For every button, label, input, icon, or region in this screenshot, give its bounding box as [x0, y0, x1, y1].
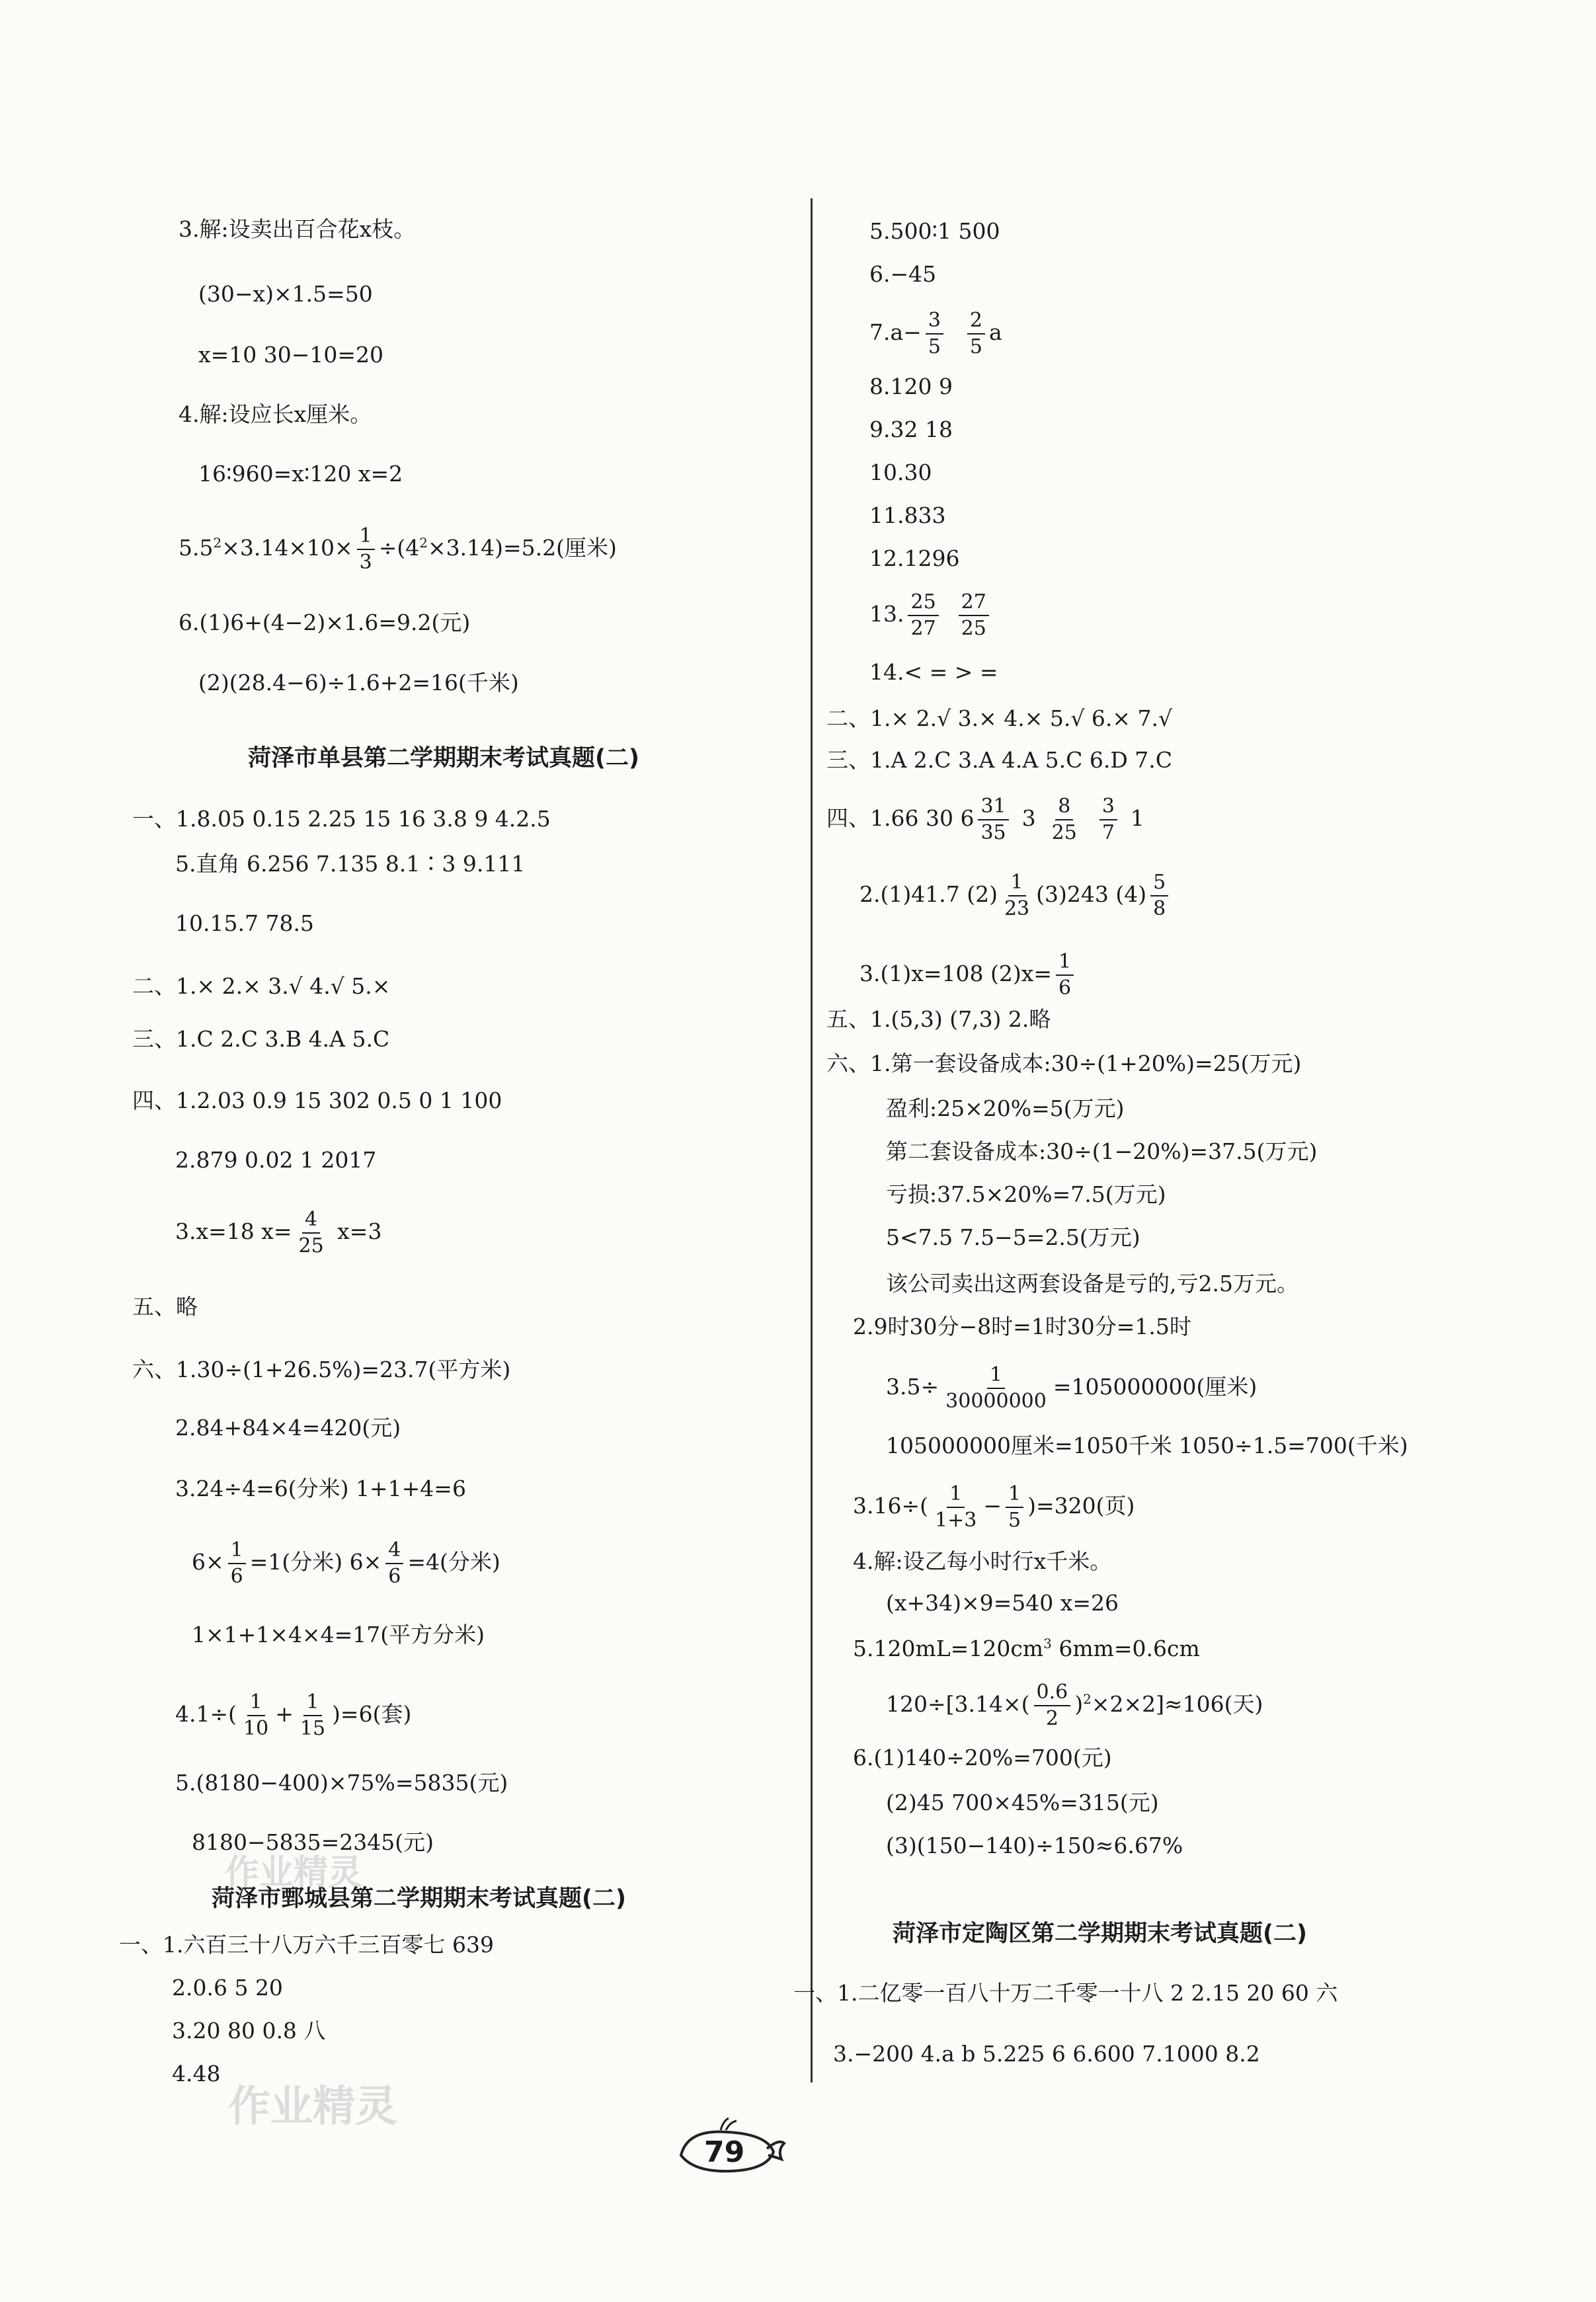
answer-line: 13. $\frac{25}{27}$ $\frac{27}{25}$ [869, 592, 993, 639]
answer-line: 5.500∶1 500 [869, 218, 1000, 244]
answer-line: 2.(1)41.7 (2) $\frac{1}{23}$ (3)243 (4) $\frac{5}{8}$ [859, 873, 1172, 919]
answer-line: 4.解:设应长x厘米。 [179, 401, 372, 427]
answer-line: 9.32 18 [869, 417, 953, 442]
page-number: 79 [704, 2135, 745, 2169]
answer-line: 120÷[3.14×( $\frac{0.6}{2}$ )$^2$×2×2]≈106(天) [886, 1681, 1263, 1730]
answer-line: 3.20 80 0.8 八 [172, 2018, 326, 2044]
column-divider [811, 198, 813, 2083]
answer-line: 3.16÷( $\frac{1}{1+3}$ − $\frac{1}{5}$ )=320(页) [853, 1482, 1135, 1532]
answer-line: 5.(8180−400)×75%=5835(元) [175, 1770, 508, 1796]
answer-line: 12.1296 [869, 545, 960, 571]
answer-line: 三、1.C 2.C 3.B 4.A 5.C [132, 1026, 390, 1052]
answer-line: 六、1.第一套设备成本:30÷(1+20%)=25(万元) [826, 1051, 1302, 1076]
answer-line: 一、1.六百三十八万六千三百零七 639 [119, 1932, 494, 1958]
watermark: 作业精灵 [225, 1853, 363, 1893]
answer-line: 1×1+1×4×4=17(平方分米) [192, 1622, 485, 1647]
answer-line: 16∶960=x∶120 x=2 [198, 461, 403, 487]
answer-line: 第二套设备成本:30÷(1−20%)=37.5(万元) [886, 1138, 1318, 1164]
fraction: $\frac{1}{6}$ [228, 1540, 246, 1587]
answer-line: 3.−200 4.a b 5.225 6 6.600 7.1000 8.2 [833, 2041, 1260, 2067]
answer-line: 105000000厘米=1050千米 1050÷1.5=700(千米) [886, 1433, 1408, 1458]
answer-line: 14.< = > = [869, 659, 998, 685]
fraction: $\frac{5}{8}$ [1150, 873, 1168, 919]
answer-line: 五、1.(5,3) (7,3) 2.略 [826, 1006, 1051, 1032]
answer-line: 3.(1)x=108 (2)x= $\frac{1}{6}$ [859, 952, 1078, 998]
fraction: $\frac{0.6}{2}$ [1034, 1683, 1071, 1729]
answer-line: 盈利:25×20%=5(万元) [886, 1095, 1125, 1121]
answer-line: 8180−5835=2345(元) [192, 1829, 434, 1855]
answer-line: 8.120 9 [869, 374, 953, 399]
answer-line: (3)(150−140)÷150≈6.67% [886, 1833, 1183, 1858]
fraction: $\frac{25}{27}$ [908, 592, 938, 639]
answer-line: 3.24÷4=6(分米) 1+1+4=6 [175, 1476, 466, 1501]
answer-line: (30−x)×1.5=50 [198, 281, 373, 307]
answer-line: x=10 30−10=20 [198, 342, 384, 368]
answer-line: 4.1÷( $\frac{1}{10}$ + $\frac{1}{15}$ )=6(套) [175, 1690, 412, 1740]
fraction: $\frac{1}{10}$ [243, 1690, 269, 1740]
answer-line: 二、1.× 2.× 3.√ 4.√ 5.× [132, 973, 391, 999]
answer-line: 该公司卖出这两套设备是亏的,亏2.5万元。 [886, 1271, 1298, 1296]
fraction: $\frac{4}{25}$ [298, 1208, 324, 1257]
fraction: $\frac{1}{15}$ [299, 1690, 326, 1740]
answer-line: 一、1.8.05 0.15 2.25 15 16 3.8 9 4.2.5 [132, 806, 551, 832]
answer-line: 四、1.2.03 0.9 15 302 0.5 0 1 100 [132, 1088, 502, 1113]
answer-line: 2.84+84×4=420(元) [175, 1415, 401, 1441]
answer-line: $5.5^2\times 3.14\times 10\times$ $\frac{1}{3}$ $\div(4^2\times 3.14)=5.2$(厘米) [179, 524, 617, 574]
answer-line: (2)(28.4−6)÷1.6+2=16(千米) [198, 670, 519, 695]
answer-line: 6× $\frac{1}{6}$ =1(分米) 6× $\frac{4}{6}$ =4(分米) [192, 1538, 500, 1588]
fraction: $\frac{31}{35}$ [978, 797, 1008, 843]
answer-line: 4.48 [172, 2061, 221, 2086]
section-title: 菏泽市鄄城县第二学期期末考试真题(二) [212, 1885, 626, 1912]
fraction: $\frac{1}{23}$ [1004, 871, 1030, 920]
page-number-badge [668, 2116, 787, 2182]
answer-line: 10.15.7 78.5 [175, 910, 314, 936]
answer-line: 6.(1)6+(4−2)×1.6=9.2(元) [179, 610, 471, 635]
fraction: $\frac{1}{5}$ [1006, 1484, 1023, 1530]
section-title: 菏泽市单县第二学期期末考试真题(二) [248, 745, 639, 772]
answer-line: 5<7.5 7.5−5=2.5(万元) [886, 1224, 1140, 1250]
answer-line: (x+34)×9=540 x=26 [886, 1590, 1119, 1616]
fraction: $\frac{27}{25}$ [959, 592, 989, 639]
fraction: $\frac{2}{5}$ [967, 311, 985, 357]
answer-line: 三、1.A 2.C 3.A 4.A 5.C 6.D 7.C [826, 747, 1173, 773]
answer-line: 3.解:设卖出百合花x枝。 [179, 216, 416, 242]
fraction: $\frac{1}{30000000}$ [945, 1363, 1047, 1413]
answer-line: 2.879 0.02 1 2017 [175, 1147, 377, 1173]
answer-line: 一、1.二亿零一百八十万二千零一十八 2 2.15 20 60 六 [793, 1980, 1338, 2006]
answer-line: 11.833 [869, 502, 946, 528]
answer-line: 二、1.× 2.√ 3.× 4.× 5.√ 6.× 7.√ [826, 705, 1173, 731]
answer-line: 4.解:设乙每小时行x千米。 [853, 1548, 1112, 1574]
answer-line: 2.0.6 5 20 [172, 1975, 283, 2001]
fraction: $\frac{1}{6}$ [1056, 952, 1074, 998]
answer-line: 6.−45 [869, 261, 937, 287]
fraction: $\frac{1}{1+3}$ [935, 1482, 977, 1532]
answer-line: 6.(1)140÷20%=700(元) [853, 1745, 1112, 1770]
fraction: $\frac{4}{6}$ [385, 1540, 403, 1587]
answer-line: 3.5÷ $\frac{1}{30000000}$ =105000000(厘米) [886, 1363, 1257, 1413]
answer-line: 六、1.30÷(1+26.5%)=23.7(平方米) [132, 1357, 511, 1382]
fraction: $\frac{3}{7}$ [1099, 797, 1117, 843]
fraction: $\frac{1}{3}$ [357, 526, 375, 573]
answer-line: (2)45 700×45%=315(元) [886, 1790, 1159, 1815]
answer-line: 五、略 [132, 1294, 198, 1320]
answer-line: 亏损:37.5×20%=7.5(万元) [886, 1181, 1166, 1207]
answer-line: 四、1.66 30 6 $\frac{31}{35}$ 3 $\frac{8}{25}$ $\frac{3}{7}$ 1 [826, 795, 1144, 844]
answer-line: 3.x=18 x= $\frac{4}{25}$ x=3 [175, 1208, 382, 1257]
section-title: 菏泽市定陶区第二学期期末考试真题(二) [893, 1921, 1307, 1947]
answer-line: 2.9时30分−8时=1时30分=1.5时 [853, 1314, 1191, 1339]
answer-line: 10.30 [869, 459, 932, 485]
answer-line: 7.a− $\frac{3}{5}$ $\frac{2}{5}$ a [869, 309, 1002, 358]
watermark: 作业精灵 [228, 2083, 397, 2131]
fraction: $\frac{8}{25}$ [1051, 795, 1077, 844]
answer-line: 5.直角 6.256 7.135 8.1∶3 9.111 [175, 851, 526, 877]
fraction: $\frac{3}{5}$ [926, 311, 943, 357]
answer-line: $5.120mL=120cm^3$ 6mm=0.6cm [853, 1636, 1200, 1661]
